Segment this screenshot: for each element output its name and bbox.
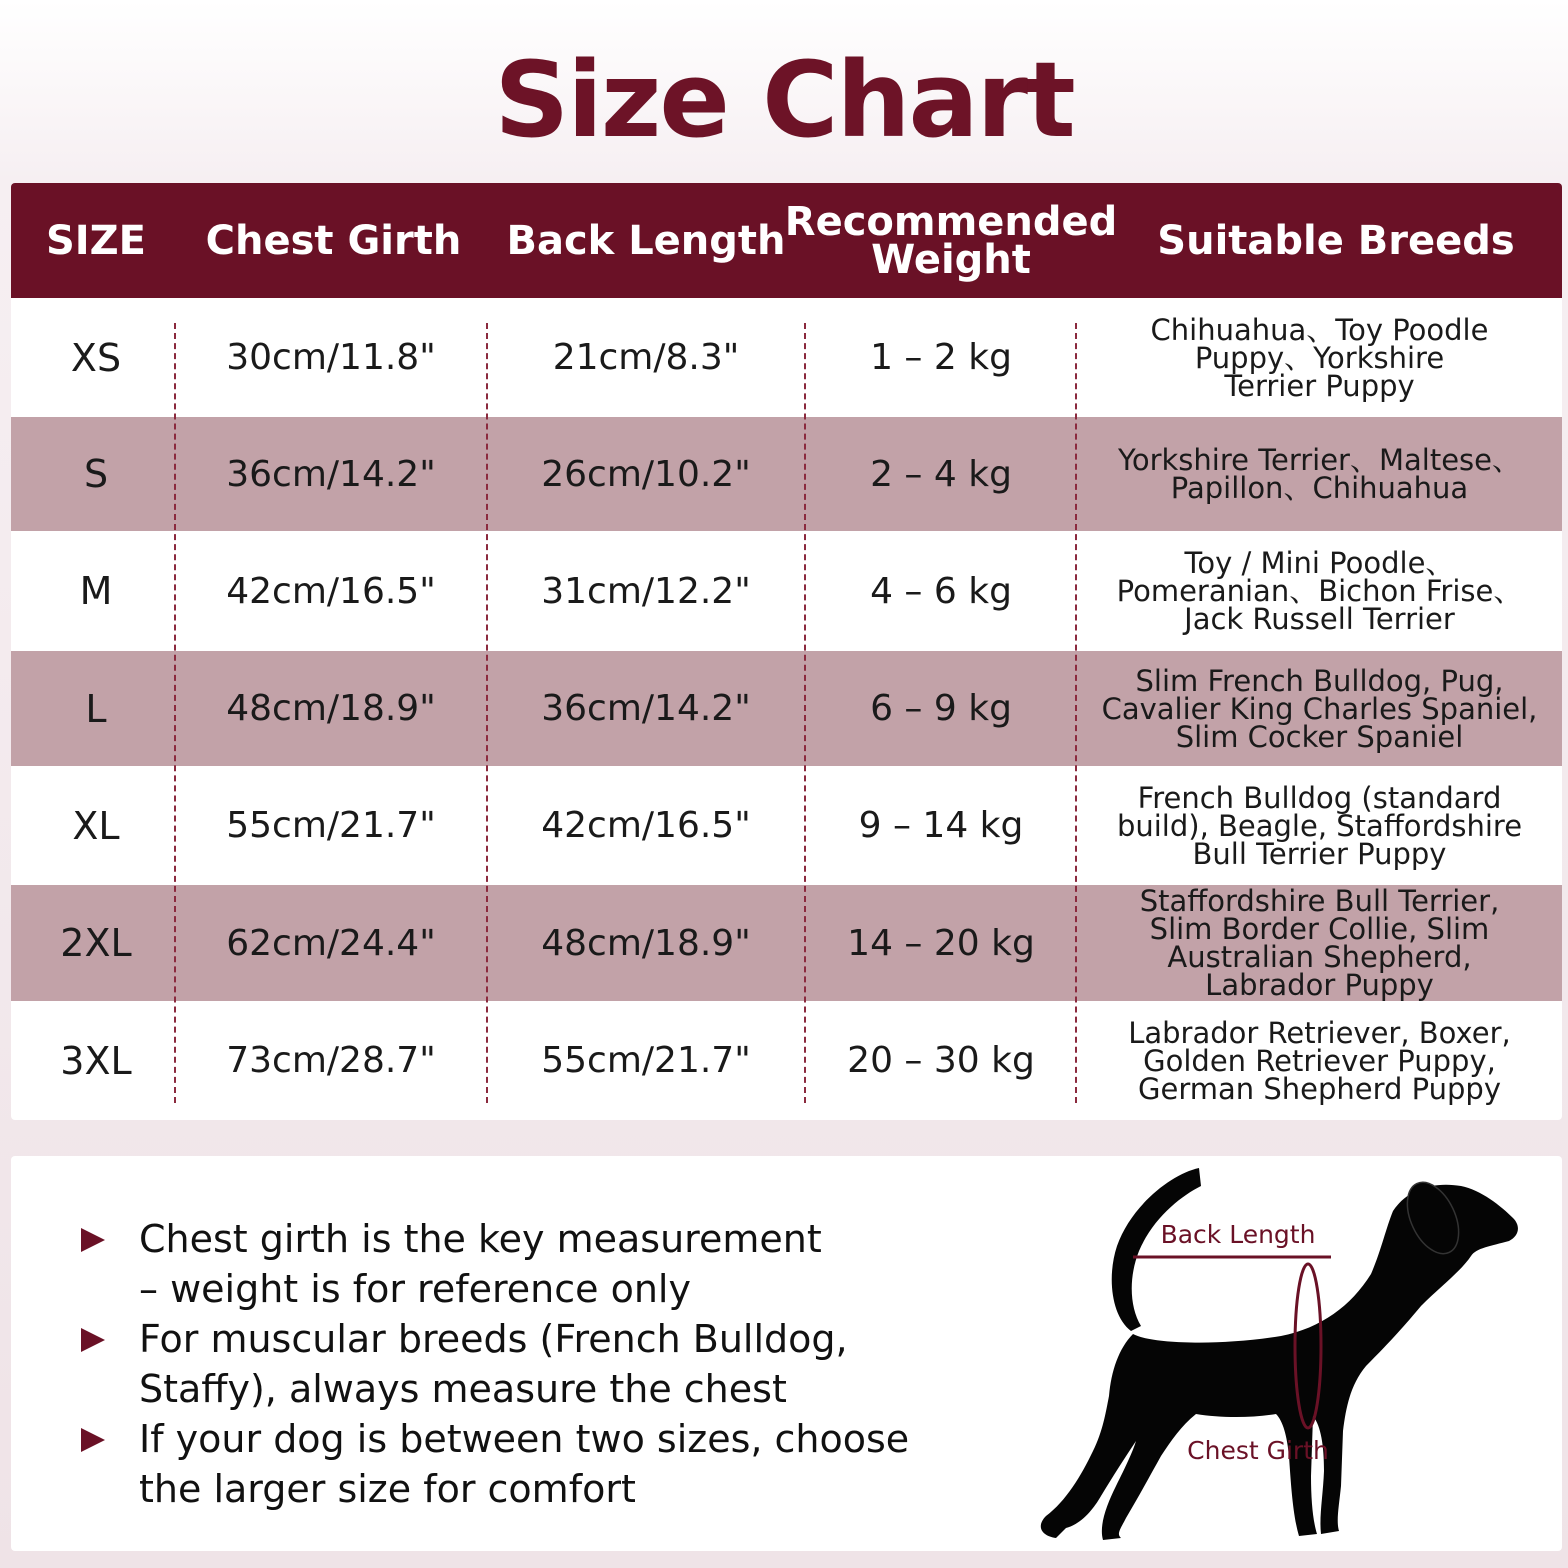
cell-breeds bbox=[1077, 531, 1562, 651]
cell-breeds bbox=[1077, 417, 1562, 531]
breeds-line: Australian Shepherd, bbox=[1167, 940, 1472, 974]
cell-weight: 4 – 6 kg bbox=[870, 570, 1012, 612]
note-item bbox=[81, 1214, 981, 1314]
cell-back: 26cm/10.2" bbox=[541, 453, 751, 495]
cell-size: L bbox=[85, 686, 107, 731]
breeds-line: Chihuahua、Toy Poodle bbox=[1150, 312, 1489, 347]
header-suitable-breeds: Suitable Breeds bbox=[1157, 217, 1515, 264]
breeds-text bbox=[1150, 312, 1489, 403]
notes-panel bbox=[11, 1156, 1562, 1551]
cell-size: XS bbox=[70, 335, 122, 380]
table-row bbox=[11, 1001, 1562, 1120]
breeds-line: Toy / Mini Poodle、 bbox=[1184, 546, 1455, 580]
cell-back: 42cm/16.5" bbox=[541, 805, 751, 846]
cell-size: 2XL bbox=[60, 921, 132, 965]
cell-size: XL bbox=[72, 803, 120, 848]
breeds-text bbox=[1128, 1015, 1511, 1106]
cell-breeds bbox=[1077, 298, 1562, 417]
cell-back: 36cm/14.2" bbox=[541, 688, 751, 729]
cell-back: 55cm/21.7" bbox=[541, 1040, 751, 1081]
bullet-arrow-icon bbox=[81, 1328, 105, 1352]
header-recommended-weight: Recommended Weight bbox=[784, 198, 1118, 283]
bullet-arrow-icon bbox=[81, 1228, 105, 1252]
cell-breeds bbox=[1077, 766, 1562, 885]
cell-chest: 48cm/18.9" bbox=[226, 688, 436, 729]
table-header bbox=[11, 183, 1562, 298]
cell-chest: 62cm/24.4" bbox=[226, 922, 436, 964]
chest-girth-label: Chest Girth bbox=[1187, 1436, 1329, 1465]
table-row bbox=[11, 531, 1562, 651]
cell-back: 21cm/8.3" bbox=[552, 337, 740, 378]
column-divider bbox=[1075, 323, 1077, 1103]
cell-size: 3XL bbox=[60, 1038, 132, 1083]
header-size: SIZE bbox=[45, 217, 147, 264]
breeds-text bbox=[1139, 884, 1500, 1002]
breeds-text bbox=[1116, 546, 1523, 636]
cell-chest: 30cm/11.8" bbox=[226, 337, 436, 378]
breeds-text bbox=[1117, 443, 1521, 505]
header-back-length: Back Length bbox=[506, 217, 786, 264]
cell-chest: 55cm/21.7" bbox=[226, 805, 436, 846]
breeds-line: French Bulldog (standard bbox=[1137, 780, 1502, 815]
breeds-line: German Shepherd Puppy bbox=[1138, 1071, 1501, 1106]
cell-back: 48cm/18.9" bbox=[541, 922, 751, 964]
header-chest-girth: Chest Girth bbox=[205, 217, 462, 264]
cell-weight: 14 – 20 kg bbox=[847, 922, 1035, 964]
breeds-line: Cavalier King Charles Spaniel, bbox=[1101, 691, 1538, 726]
column-divider bbox=[174, 323, 176, 1103]
cell-chest: 42cm/16.5" bbox=[226, 570, 436, 612]
column-divider bbox=[804, 323, 806, 1103]
note-line: the larger size for comfort bbox=[139, 1467, 636, 1511]
note-line: If your dog is between two sizes, choose bbox=[139, 1417, 910, 1461]
breeds-line: Pomeranian、Bichon Frise、 bbox=[1116, 574, 1523, 608]
breeds-line: build), Beagle, Staffordshire bbox=[1116, 808, 1523, 843]
table-row bbox=[11, 651, 1562, 766]
back-length-label: Back Length bbox=[1160, 1220, 1316, 1249]
breeds-line: Jack Russell Terrier bbox=[1184, 602, 1455, 636]
note-line: – weight is for reference only bbox=[139, 1267, 691, 1311]
cell-chest: 73cm/28.7" bbox=[226, 1040, 436, 1081]
page-title: Size Chart bbox=[494, 39, 1074, 161]
breeds-line: Terrier Puppy bbox=[1224, 368, 1415, 403]
size-table bbox=[11, 183, 1562, 1120]
breeds-text bbox=[1116, 780, 1523, 871]
cell-weight: 9 – 14 kg bbox=[858, 805, 1024, 846]
cell-breeds bbox=[1077, 651, 1562, 766]
breeds-line: Labrador Puppy bbox=[1205, 968, 1434, 1002]
note-item bbox=[81, 1414, 981, 1514]
column-divider bbox=[486, 323, 488, 1103]
breeds-line: Bull Terrier Puppy bbox=[1192, 836, 1447, 871]
cell-weight: 1 – 2 kg bbox=[870, 337, 1012, 378]
cell-weight: 6 – 9 kg bbox=[870, 688, 1012, 729]
note-line: For muscular breeds (French Bulldog, bbox=[139, 1317, 848, 1361]
bullet-arrow-icon bbox=[81, 1428, 105, 1452]
note-line: Chest girth is the key measurement bbox=[139, 1217, 822, 1261]
cell-weight: 2 – 4 kg bbox=[870, 453, 1012, 495]
breeds-line: Papillon、Chihuahua bbox=[1170, 471, 1469, 505]
breeds-line: Golden Retriever Puppy, bbox=[1143, 1043, 1496, 1078]
dog-measurement-diagram bbox=[1021, 1156, 1541, 1551]
breeds-line: Yorkshire Terrier、Maltese、 bbox=[1117, 443, 1521, 477]
breeds-line: Slim French Bulldog, Pug, bbox=[1135, 663, 1504, 698]
table-row bbox=[11, 885, 1562, 1001]
cell-weight: 20 – 30 kg bbox=[847, 1040, 1035, 1081]
cell-chest: 36cm/14.2" bbox=[226, 453, 436, 495]
breeds-line: Slim Border Collie, Slim bbox=[1149, 912, 1490, 946]
table-row bbox=[11, 298, 1562, 417]
table-row bbox=[11, 766, 1562, 885]
cell-back: 31cm/12.2" bbox=[541, 570, 751, 612]
breeds-text bbox=[1101, 663, 1538, 754]
cell-size: M bbox=[79, 569, 113, 613]
cell-breeds bbox=[1077, 885, 1562, 1001]
cell-size: S bbox=[83, 452, 109, 496]
breeds-line: Labrador Retriever, Boxer, bbox=[1128, 1015, 1511, 1050]
table-row bbox=[11, 417, 1562, 531]
breeds-line: Puppy、Yorkshire bbox=[1194, 340, 1445, 375]
breeds-line: Slim Cocker Spaniel bbox=[1175, 719, 1464, 754]
cell-breeds bbox=[1077, 1001, 1562, 1120]
breeds-line: Staffordshire Bull Terrier, bbox=[1139, 884, 1500, 918]
note-item bbox=[81, 1314, 981, 1414]
note-line: Staffy), always measure the chest bbox=[139, 1367, 787, 1411]
